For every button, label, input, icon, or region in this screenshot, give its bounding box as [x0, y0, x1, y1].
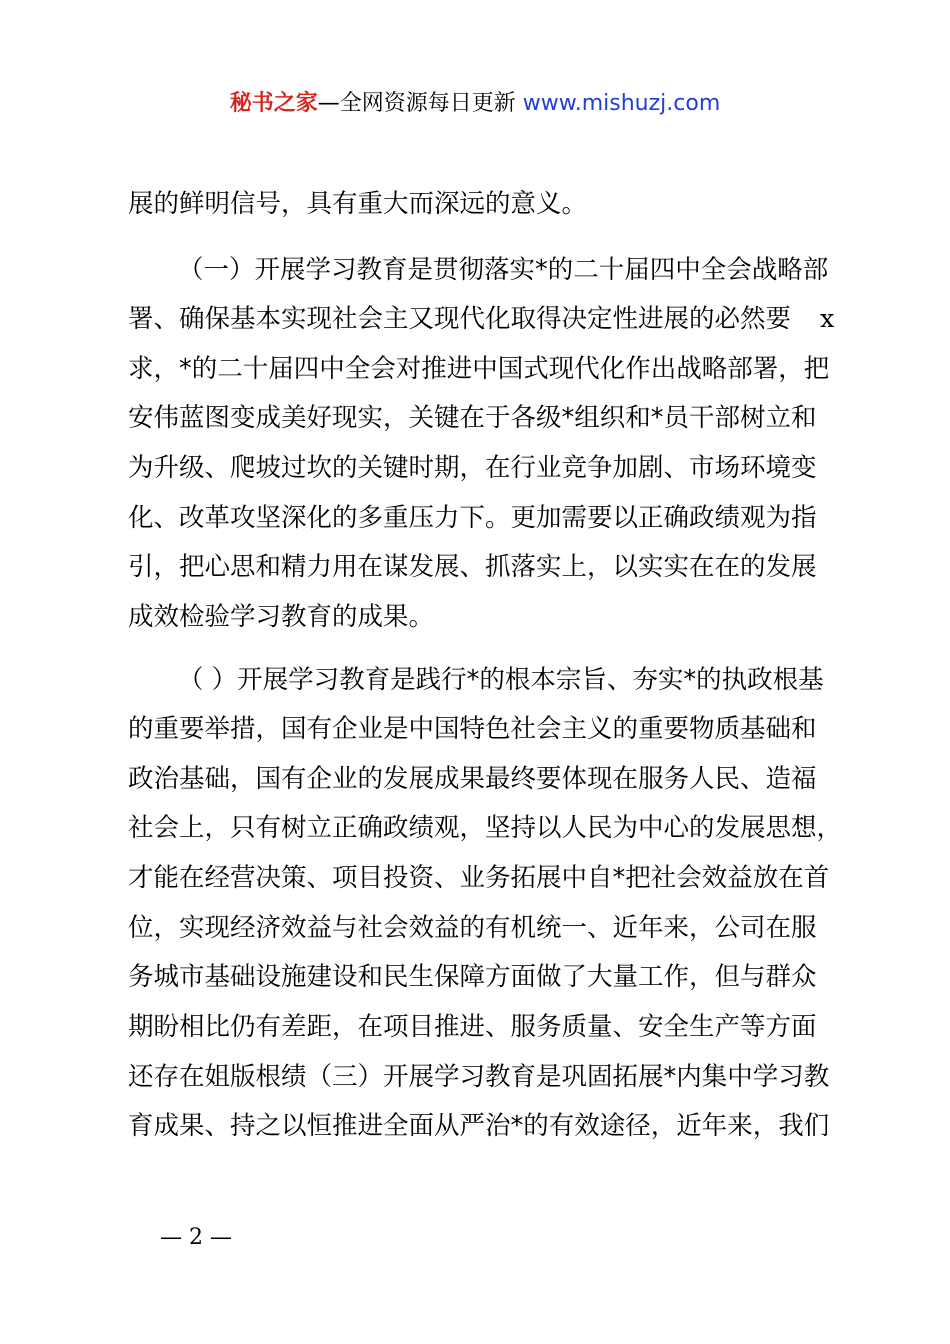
body-line-text: 安伟蓝图变成美好现实，关键在于各级*组织和*员干部树立和 — [128, 403, 817, 433]
body-line — [0, 957, 950, 997]
body-line — [0, 398, 950, 438]
body-line — [0, 1057, 950, 1097]
body-line-text: 求，*的二十届四中全会对推进中国式现代化作出战略部署，把 — [128, 354, 830, 384]
body-line — [0, 498, 950, 538]
body-line-text: 化、改革攻坚深化的多重压力下。更加需要以正确政绩观为指 — [128, 503, 817, 533]
body-line-text: 社会上，只有树立正确政绩观，坚持以人民为中心的发展思想， — [128, 813, 843, 843]
body-line — [0, 908, 950, 948]
body-line — [0, 808, 950, 848]
stray-character: x — [820, 304, 835, 334]
body-line — [0, 1106, 950, 1146]
body-line — [0, 709, 950, 749]
body-line — [0, 299, 950, 339]
body-line-text: 署、确保基本实现社会主又现代化取得决定性进展的必然要 — [128, 304, 792, 334]
page-number: — 2 — — [160, 1225, 232, 1250]
body-line — [0, 858, 950, 898]
site-url-link[interactable]: www.mishuzj.com — [522, 91, 721, 116]
body-line-text: 期盼相比仍有差距，在项目推进、服务质量、安全生产等方面 — [128, 1012, 817, 1042]
body-line-text: 的重要举措，国有企业是中国特色社会主义的重要物质基础和 — [128, 714, 817, 744]
body-line — [0, 349, 950, 389]
site-brand: 秘书之家 — [229, 91, 318, 116]
body-line — [0, 597, 950, 637]
site-slogan: —全网资源每日更新 — [317, 91, 523, 116]
body-line-text: （一）开展学习教育是贯彻落实*的二十届四中全会战略部 — [178, 255, 829, 285]
body-line-text: 位，实现经济效益与社会效益的有机统一、近年来，公司在服 — [128, 913, 817, 943]
site-header — [0, 86, 950, 122]
body-line-text: 为升级、爬坡过坎的关键时期，在行业竞争加剧、市场环境变 — [128, 453, 817, 483]
body-line-text: 引，把心思和精力用在谋发展、抓落实上，以实实在在的发展 — [128, 552, 817, 582]
body-line — [0, 448, 950, 488]
body-line-text: 才能在经营决策、项目投资、业务拓展中自*把社会效益放在首 — [128, 863, 830, 893]
body-line-text: 育成果、持之以恒推进全面从严治*的有效途径，近年来，我们 — [128, 1111, 830, 1141]
paragraph-heading — [0, 660, 950, 700]
body-line-text: 成效检验学习教育的成果。 — [128, 602, 435, 632]
body-line — [0, 759, 950, 799]
body-line — [0, 547, 950, 587]
paragraph-heading — [0, 250, 950, 290]
body-line — [0, 1007, 950, 1047]
body-line-text: 展的鲜明信号，具有重大而深远的意义。 — [128, 189, 588, 219]
body-line-text: 务城市基础设施建设和民生保障方面做了大量工作，但与群众 — [128, 962, 817, 992]
body-line-text: 政治基础，国有企业的发展成果最终要体现在服务人民、造福 — [128, 764, 817, 794]
body-line-text: 还存在姐版根绩（三）开展学习教育是巩固拓展*内集中学习教 — [128, 1062, 830, 1092]
body-line-text: （ ）开展学习教育是践行*的根本宗旨、夯实*的执政根基 — [178, 665, 824, 695]
body-line — [0, 184, 950, 224]
